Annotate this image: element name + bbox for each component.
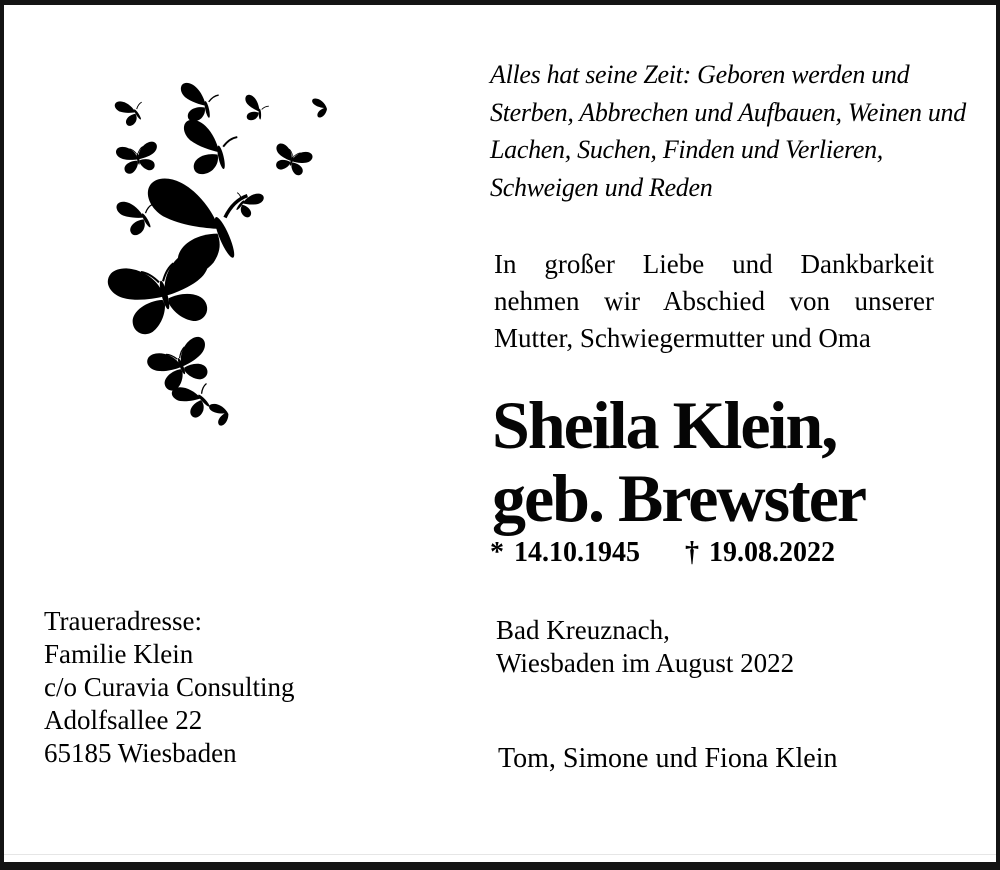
birth-date-group: [490, 536, 640, 570]
death-date-group: [685, 536, 835, 570]
epigraph-line: Sterben, Abbrechen und Aufbauen, Weinen und: [490, 97, 966, 127]
deceased-name-line: geb. Brewster: [492, 460, 866, 536]
epigraph-line: Alles hat seine Zeit: Geboren werden und: [490, 60, 910, 89]
deceased-name-line: Sheila Klein,: [492, 387, 837, 463]
mourning-address-line: Familie Klein: [44, 639, 194, 669]
mourning-address-label: Traueradresse:: [44, 606, 202, 636]
epigraph-line: Lachen, Suchen, Finden und Verlieren,: [490, 135, 884, 164]
mourning-address-line: Adolfsallee 22: [44, 705, 203, 735]
place-date-line: Bad Kreuznach,: [496, 615, 670, 645]
family-signature: Tom, Simone und Fiona Klein: [498, 743, 838, 774]
life-dates: [490, 536, 835, 570]
farewell-text: [494, 246, 934, 357]
butterflies-illustration: [82, 73, 382, 438]
death-cross-icon: †: [685, 537, 699, 568]
birth-star-symbol: *: [490, 537, 504, 568]
mourning-address-line: 65185 Wiesbaden: [44, 738, 237, 768]
mourning-address: [44, 605, 294, 770]
farewell-line: nehmen wir Abschied von unserer: [494, 286, 934, 316]
scan-edge-hairline: [4, 854, 996, 855]
place-date: [496, 614, 794, 680]
epigraph: [490, 56, 970, 206]
deceased-name: [492, 389, 992, 535]
epigraph-line: Schweigen und Reden: [490, 172, 713, 202]
mourning-address-line: c/o Curavia Consulting: [44, 672, 295, 702]
birth-date: 14.10.1945: [514, 537, 640, 568]
death-date: 19.08.2022: [709, 537, 835, 568]
farewell-line: In großer Liebe und Dankbarkeit: [494, 249, 934, 279]
farewell-line: Mutter, Schwiegermutter und Oma: [494, 323, 871, 353]
place-date-line: Wiesbaden im August 2022: [496, 648, 795, 678]
